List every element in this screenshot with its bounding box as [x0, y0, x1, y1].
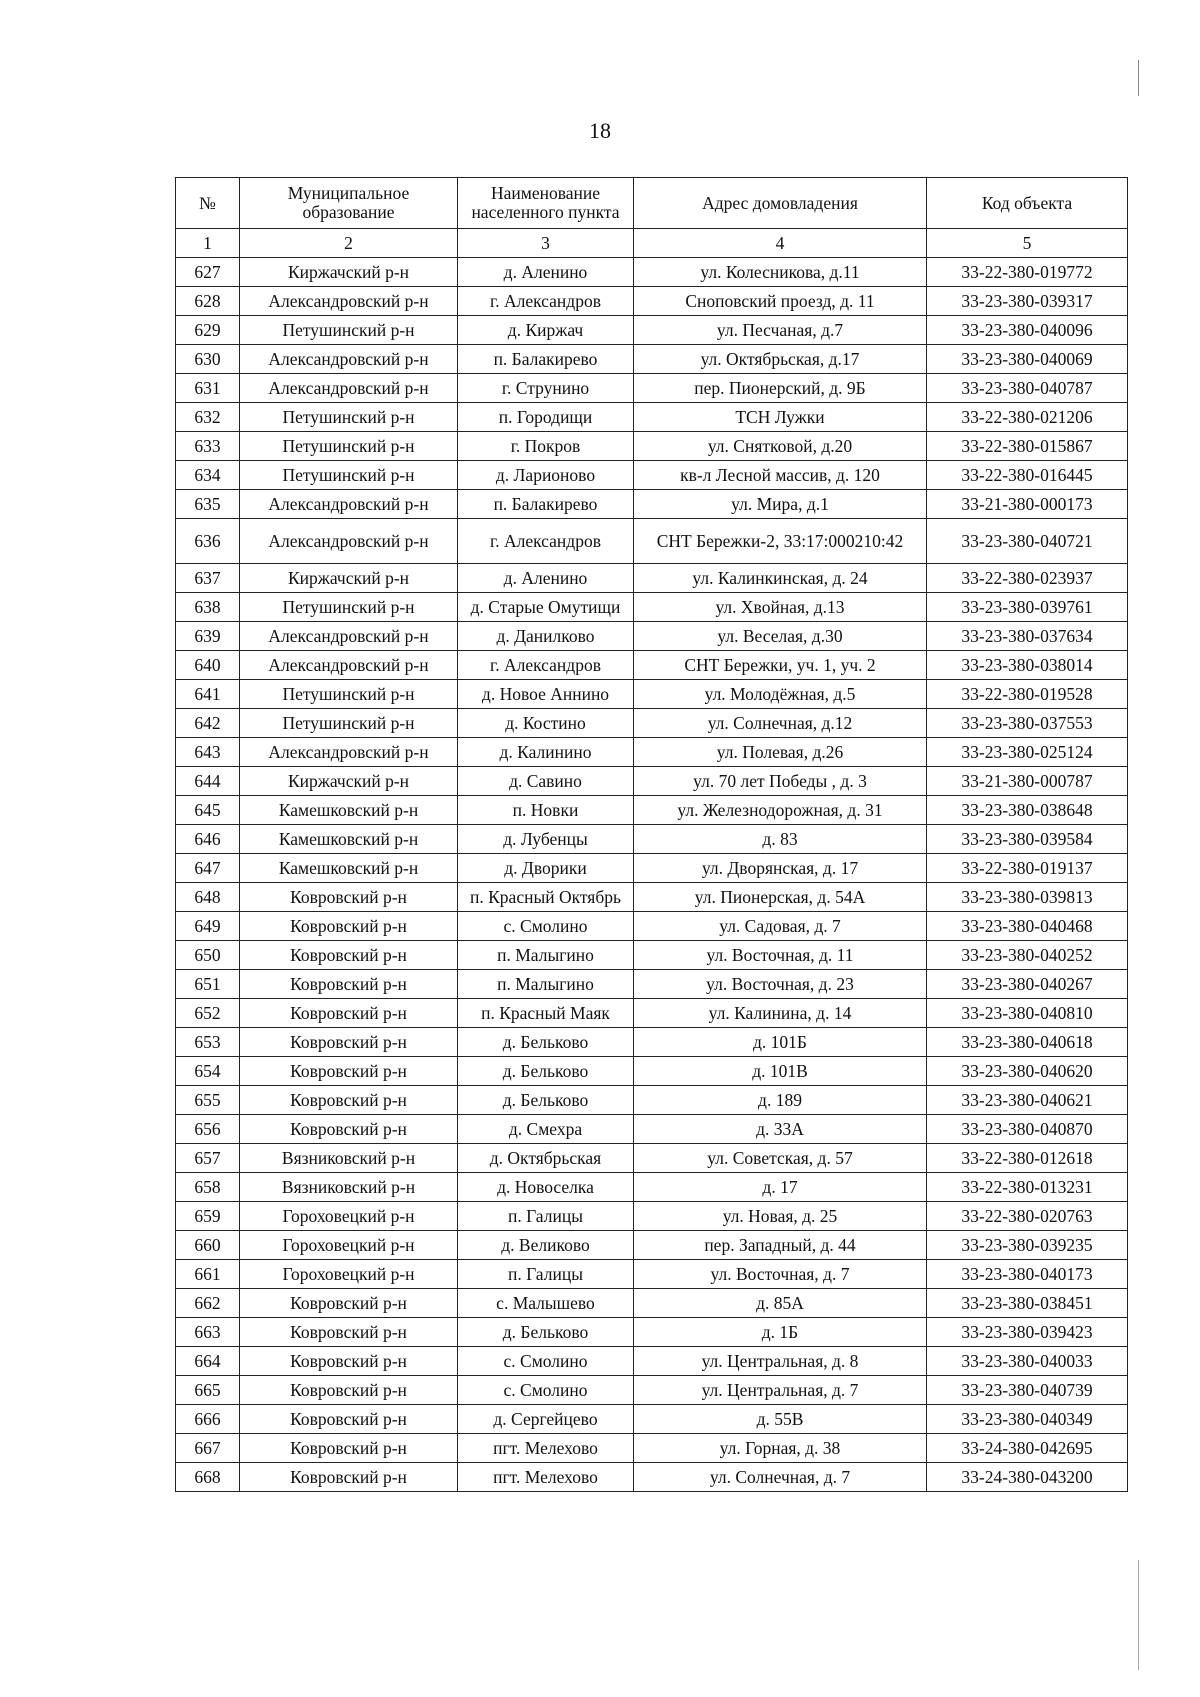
- cell-municipality: Петушинский р-н: [240, 461, 458, 490]
- cell-address: СНТ Бережки, уч. 1, уч. 2: [634, 651, 927, 680]
- cell-settlement: п. Балакирево: [458, 345, 634, 374]
- table-row: [176, 1231, 1128, 1260]
- cell-number: 641: [176, 680, 240, 709]
- cell-object-code: 33-23-380-039761: [927, 593, 1128, 622]
- cell-object-code: 33-23-380-040069: [927, 345, 1128, 374]
- table-row: [176, 1202, 1128, 1231]
- table-row: [176, 1144, 1128, 1173]
- cell-address: ул. Центральная, д. 7: [634, 1376, 927, 1405]
- page-number: 18: [589, 118, 611, 143]
- cell-settlement: с. Смолино: [458, 1376, 634, 1405]
- cell-number: 661: [176, 1260, 240, 1289]
- cell-object-code: 33-23-380-038014: [927, 651, 1128, 680]
- cell-municipality: Петушинский р-н: [240, 432, 458, 461]
- cell-address: ул. Снятковой, д.20: [634, 432, 927, 461]
- cell-municipality: Ковровский р-н: [240, 1463, 458, 1492]
- column-titles-row: [176, 178, 1128, 229]
- cell-address: ул. Железнодорожная, д. 31: [634, 796, 927, 825]
- cell-number: 643: [176, 738, 240, 767]
- table-row: [176, 1260, 1128, 1289]
- cell-address: д. 1Б: [634, 1318, 927, 1347]
- table-row: [176, 490, 1128, 519]
- cell-settlement: д. Аленино: [458, 564, 634, 593]
- table-row: [176, 1318, 1128, 1347]
- cell-settlement: г. Александров: [458, 519, 634, 564]
- cell-settlement: д. Данилково: [458, 622, 634, 651]
- cell-object-code: 33-23-380-039813: [927, 883, 1128, 912]
- cell-address: ул. Мира, д.1: [634, 490, 927, 519]
- table-row: [176, 941, 1128, 970]
- cell-settlement: с. Смолино: [458, 912, 634, 941]
- cell-municipality: Александровский р-н: [240, 345, 458, 374]
- cell-municipality: Ковровский р-н: [240, 1318, 458, 1347]
- cell-object-code: 33-22-380-016445: [927, 461, 1128, 490]
- cell-address: ул. Центральная, д. 8: [634, 1347, 927, 1376]
- cell-number: 630: [176, 345, 240, 374]
- cell-number: 654: [176, 1057, 240, 1086]
- table-row: [176, 316, 1128, 345]
- cell-object-code: 33-23-380-025124: [927, 738, 1128, 767]
- cell-address: д. 189: [634, 1086, 927, 1115]
- cell-number: 629: [176, 316, 240, 345]
- cell-municipality: Ковровский р-н: [240, 1289, 458, 1318]
- cell-number: 657: [176, 1144, 240, 1173]
- cell-number: 656: [176, 1115, 240, 1144]
- cell-number: 663: [176, 1318, 240, 1347]
- table-row: [176, 564, 1128, 593]
- cell-municipality: Ковровский р-н: [240, 941, 458, 970]
- cell-number: 655: [176, 1086, 240, 1115]
- cell-number: 658: [176, 1173, 240, 1202]
- cell-number: 633: [176, 432, 240, 461]
- cell-address: ул. Солнечная, д. 7: [634, 1463, 927, 1492]
- cell-municipality: Вязниковский р-н: [240, 1173, 458, 1202]
- cell-municipality: Киржачский р-н: [240, 564, 458, 593]
- cell-settlement: д. Великово: [458, 1231, 634, 1260]
- table-row: [176, 1405, 1128, 1434]
- cell-address: ул. Восточная, д. 7: [634, 1260, 927, 1289]
- table-row: [176, 999, 1128, 1028]
- cell-municipality: Ковровский р-н: [240, 1115, 458, 1144]
- household-registry-table: [175, 177, 1128, 1492]
- cell-municipality: Александровский р-н: [240, 287, 458, 316]
- cell-municipality: Гороховецкий р-н: [240, 1260, 458, 1289]
- cell-settlement: д. Новое Аннино: [458, 680, 634, 709]
- cell-municipality: Киржачский р-н: [240, 258, 458, 287]
- cell-object-code: 33-23-380-040173: [927, 1260, 1128, 1289]
- table-row: [176, 258, 1128, 287]
- table-row: [176, 1115, 1128, 1144]
- cell-municipality: Ковровский р-н: [240, 1347, 458, 1376]
- cell-object-code: 33-23-380-040618: [927, 1028, 1128, 1057]
- cell-object-code: 33-23-380-039584: [927, 825, 1128, 854]
- cell-object-code: 33-23-380-038648: [927, 796, 1128, 825]
- table-row: [176, 1028, 1128, 1057]
- table-row: [176, 403, 1128, 432]
- cell-municipality: Александровский р-н: [240, 651, 458, 680]
- table-row: [176, 651, 1128, 680]
- column-header-number: №: [176, 178, 240, 229]
- table-row: [176, 1347, 1128, 1376]
- column-header-municipality: Муниципальное образование: [240, 178, 458, 229]
- cell-object-code: 33-22-380-021206: [927, 403, 1128, 432]
- cell-number: 644: [176, 767, 240, 796]
- column-header-settlement: Наименование населенного пункта: [458, 178, 634, 229]
- cell-object-code: 33-23-380-040349: [927, 1405, 1128, 1434]
- cell-number: 660: [176, 1231, 240, 1260]
- cell-object-code: 33-23-380-039317: [927, 287, 1128, 316]
- cell-settlement: п. Балакирево: [458, 490, 634, 519]
- cell-number: 651: [176, 970, 240, 999]
- table-row: [176, 796, 1128, 825]
- cell-number: 642: [176, 709, 240, 738]
- table-header: [176, 178, 1128, 258]
- cell-object-code: 33-23-380-040468: [927, 912, 1128, 941]
- column-number: 4: [634, 229, 927, 258]
- cell-municipality: Ковровский р-н: [240, 912, 458, 941]
- table-row: [176, 883, 1128, 912]
- cell-address: ул. Пионерская, д. 54А: [634, 883, 927, 912]
- cell-municipality: Ковровский р-н: [240, 1405, 458, 1434]
- cell-number: 659: [176, 1202, 240, 1231]
- cell-settlement: д. Октябрьская: [458, 1144, 634, 1173]
- cell-number: 632: [176, 403, 240, 432]
- table-row: [176, 1173, 1128, 1202]
- cell-address: ул. 70 лет Победы , д. 3: [634, 767, 927, 796]
- cell-number: 662: [176, 1289, 240, 1318]
- cell-number: 640: [176, 651, 240, 680]
- table-row: [176, 374, 1128, 403]
- cell-number: 639: [176, 622, 240, 651]
- table-row: [176, 854, 1128, 883]
- cell-number: 646: [176, 825, 240, 854]
- cell-address: ул. Хвойная, д.13: [634, 593, 927, 622]
- cell-object-code: 33-23-380-040810: [927, 999, 1128, 1028]
- cell-object-code: 33-23-380-040096: [927, 316, 1128, 345]
- cell-object-code: 33-23-380-040252: [927, 941, 1128, 970]
- cell-number: 666: [176, 1405, 240, 1434]
- cell-number: 634: [176, 461, 240, 490]
- cell-municipality: Ковровский р-н: [240, 999, 458, 1028]
- cell-object-code: 33-22-380-019772: [927, 258, 1128, 287]
- cell-municipality: Александровский р-н: [240, 738, 458, 767]
- cell-settlement: д. Бельково: [458, 1057, 634, 1086]
- table-row: [176, 1376, 1128, 1405]
- table-row: [176, 461, 1128, 490]
- cell-municipality: Петушинский р-н: [240, 403, 458, 432]
- cell-number: 668: [176, 1463, 240, 1492]
- cell-number: 652: [176, 999, 240, 1028]
- cell-address: Сноповский проезд, д. 11: [634, 287, 927, 316]
- table-row: [176, 1057, 1128, 1086]
- column-number: 1: [176, 229, 240, 258]
- table-row: [176, 432, 1128, 461]
- cell-address: д. 33А: [634, 1115, 927, 1144]
- cell-object-code: 33-23-380-040739: [927, 1376, 1128, 1405]
- cell-object-code: 33-23-380-040621: [927, 1086, 1128, 1115]
- cell-address: ТСН Лужки: [634, 403, 927, 432]
- cell-number: 650: [176, 941, 240, 970]
- cell-number: 653: [176, 1028, 240, 1057]
- cell-address: ул. Восточная, д. 23: [634, 970, 927, 999]
- cell-address: д. 85А: [634, 1289, 927, 1318]
- cell-settlement: д. Смехра: [458, 1115, 634, 1144]
- table-row: [176, 912, 1128, 941]
- cell-address: д. 101В: [634, 1057, 927, 1086]
- cell-settlement: д. Старые Омутищи: [458, 593, 634, 622]
- cell-settlement: д. Новоселка: [458, 1173, 634, 1202]
- cell-number: 636: [176, 519, 240, 564]
- cell-address: ул. Калинкинская, д. 24: [634, 564, 927, 593]
- cell-number: 647: [176, 854, 240, 883]
- cell-municipality: Ковровский р-н: [240, 970, 458, 999]
- cell-address: ул. Молодёжная, д.5: [634, 680, 927, 709]
- cell-municipality: Петушинский р-н: [240, 316, 458, 345]
- cell-settlement: д. Лубенцы: [458, 825, 634, 854]
- cell-municipality: Камешковский р-н: [240, 825, 458, 854]
- cell-address: ул. Солнечная, д.12: [634, 709, 927, 738]
- cell-address: ул. Песчаная, д.7: [634, 316, 927, 345]
- cell-municipality: Гороховецкий р-н: [240, 1202, 458, 1231]
- cell-object-code: 33-23-380-040267: [927, 970, 1128, 999]
- cell-municipality: Ковровский р-н: [240, 1028, 458, 1057]
- cell-municipality: Киржачский р-н: [240, 767, 458, 796]
- cell-object-code: 33-22-380-012618: [927, 1144, 1128, 1173]
- cell-object-code: 33-22-380-019528: [927, 680, 1128, 709]
- cell-municipality: Камешковский р-н: [240, 796, 458, 825]
- column-number: 5: [927, 229, 1128, 258]
- cell-number: 665: [176, 1376, 240, 1405]
- cell-address: ул. Садовая, д. 7: [634, 912, 927, 941]
- column-header-address: Адрес домовладения: [634, 178, 927, 229]
- cell-address: ул. Дворянская, д. 17: [634, 854, 927, 883]
- cell-number: 638: [176, 593, 240, 622]
- cell-number: 667: [176, 1434, 240, 1463]
- cell-object-code: 33-22-380-023937: [927, 564, 1128, 593]
- table-row: [176, 1289, 1128, 1318]
- cell-settlement: д. Калинино: [458, 738, 634, 767]
- cell-municipality: Петушинский р-н: [240, 593, 458, 622]
- cell-object-code: 33-22-380-015867: [927, 432, 1128, 461]
- cell-object-code: 33-21-380-000173: [927, 490, 1128, 519]
- table-row: [176, 519, 1128, 564]
- cell-settlement: д. Сергейцево: [458, 1405, 634, 1434]
- cell-settlement: д. Бельково: [458, 1318, 634, 1347]
- table-row: [176, 593, 1128, 622]
- cell-settlement: п. Галицы: [458, 1202, 634, 1231]
- cell-object-code: 33-23-380-039423: [927, 1318, 1128, 1347]
- table-row: [176, 970, 1128, 999]
- column-numbers-row: [176, 229, 1128, 258]
- cell-settlement: п. Новки: [458, 796, 634, 825]
- cell-address: д. 101Б: [634, 1028, 927, 1057]
- table-row: [176, 622, 1128, 651]
- cell-municipality: Александровский р-н: [240, 374, 458, 403]
- cell-address: ул. Колесникова, д.11: [634, 258, 927, 287]
- cell-settlement: д. Бельково: [458, 1028, 634, 1057]
- cell-object-code: 33-23-380-040033: [927, 1347, 1128, 1376]
- cell-settlement: д. Костино: [458, 709, 634, 738]
- cell-number: 664: [176, 1347, 240, 1376]
- table-row: [176, 287, 1128, 316]
- cell-number: 631: [176, 374, 240, 403]
- table-row: [176, 709, 1128, 738]
- cell-object-code: 33-23-380-040787: [927, 374, 1128, 403]
- cell-municipality: Ковровский р-н: [240, 1434, 458, 1463]
- cell-municipality: Гороховецкий р-н: [240, 1231, 458, 1260]
- column-number: 3: [458, 229, 634, 258]
- cell-number: 649: [176, 912, 240, 941]
- cell-settlement: г. Покров: [458, 432, 634, 461]
- cell-object-code: 33-24-380-043200: [927, 1463, 1128, 1492]
- scan-artifact-bottom: [1138, 1560, 1139, 1670]
- cell-address: ул. Веселая, д.30: [634, 622, 927, 651]
- cell-settlement: с. Малышево: [458, 1289, 634, 1318]
- cell-settlement: д. Ларионово: [458, 461, 634, 490]
- cell-address: д. 83: [634, 825, 927, 854]
- cell-address: пер. Пионерский, д. 9Б: [634, 374, 927, 403]
- cell-settlement: г. Струнино: [458, 374, 634, 403]
- cell-object-code: 33-23-380-040721: [927, 519, 1128, 564]
- cell-municipality: Александровский р-н: [240, 490, 458, 519]
- cell-municipality: Ковровский р-н: [240, 1376, 458, 1405]
- table-row: [176, 1463, 1128, 1492]
- cell-municipality: Вязниковский р-н: [240, 1144, 458, 1173]
- cell-object-code: 33-23-380-037553: [927, 709, 1128, 738]
- table-body: [176, 258, 1128, 1492]
- cell-object-code: 33-22-380-020763: [927, 1202, 1128, 1231]
- scan-artifact-top: [1138, 60, 1139, 96]
- cell-address: ул. Октябрьская, д.17: [634, 345, 927, 374]
- cell-municipality: Александровский р-н: [240, 519, 458, 564]
- cell-object-code: 33-23-380-037634: [927, 622, 1128, 651]
- cell-settlement: п. Малыгино: [458, 970, 634, 999]
- cell-municipality: Камешковский р-н: [240, 854, 458, 883]
- cell-settlement: п. Красный Октябрь: [458, 883, 634, 912]
- cell-number: 627: [176, 258, 240, 287]
- cell-address: кв-л Лесной массив, д. 120: [634, 461, 927, 490]
- cell-settlement: с. Смолино: [458, 1347, 634, 1376]
- cell-municipality: Александровский р-н: [240, 622, 458, 651]
- cell-number: 645: [176, 796, 240, 825]
- cell-address: ул. Горная, д. 38: [634, 1434, 927, 1463]
- cell-object-code: 33-21-380-000787: [927, 767, 1128, 796]
- cell-address: д. 55В: [634, 1405, 927, 1434]
- cell-settlement: пгт. Мелехово: [458, 1434, 634, 1463]
- cell-municipality: Ковровский р-н: [240, 883, 458, 912]
- cell-settlement: пгт. Мелехово: [458, 1463, 634, 1492]
- cell-municipality: Ковровский р-н: [240, 1086, 458, 1115]
- cell-address: ул. Новая, д. 25: [634, 1202, 927, 1231]
- cell-object-code: 33-23-380-038451: [927, 1289, 1128, 1318]
- cell-object-code: 33-22-380-013231: [927, 1173, 1128, 1202]
- cell-address: ул. Восточная, д. 11: [634, 941, 927, 970]
- table-row: [176, 738, 1128, 767]
- cell-settlement: п. Городищи: [458, 403, 634, 432]
- cell-settlement: п. Малыгино: [458, 941, 634, 970]
- cell-address: д. 17: [634, 1173, 927, 1202]
- cell-object-code: 33-23-380-040870: [927, 1115, 1128, 1144]
- column-number: 2: [240, 229, 458, 258]
- cell-settlement: д. Дворики: [458, 854, 634, 883]
- column-header-object-code: Код объекта: [927, 178, 1128, 229]
- cell-settlement: г. Александров: [458, 651, 634, 680]
- cell-number: 637: [176, 564, 240, 593]
- cell-number: 628: [176, 287, 240, 316]
- cell-settlement: п. Галицы: [458, 1260, 634, 1289]
- cell-settlement: г. Александров: [458, 287, 634, 316]
- cell-address: пер. Западный, д. 44: [634, 1231, 927, 1260]
- cell-settlement: д. Аленино: [458, 258, 634, 287]
- cell-number: 648: [176, 883, 240, 912]
- cell-settlement: д. Киржач: [458, 316, 634, 345]
- cell-object-code: 33-23-380-040620: [927, 1057, 1128, 1086]
- table-row: [176, 680, 1128, 709]
- cell-number: 635: [176, 490, 240, 519]
- cell-object-code: 33-22-380-019137: [927, 854, 1128, 883]
- cell-municipality: Петушинский р-н: [240, 709, 458, 738]
- cell-object-code: 33-24-380-042695: [927, 1434, 1128, 1463]
- cell-municipality: Ковровский р-н: [240, 1057, 458, 1086]
- cell-settlement: д. Савино: [458, 767, 634, 796]
- table-row: [176, 1434, 1128, 1463]
- table-row: [176, 1086, 1128, 1115]
- cell-object-code: 33-23-380-039235: [927, 1231, 1128, 1260]
- cell-settlement: п. Красный Маяк: [458, 999, 634, 1028]
- cell-municipality: Петушинский р-н: [240, 680, 458, 709]
- cell-settlement: д. Бельково: [458, 1086, 634, 1115]
- cell-address: СНТ Бережки-2, 33:17:000210:42: [634, 519, 927, 564]
- table-row: [176, 825, 1128, 854]
- table-row: [176, 767, 1128, 796]
- cell-address: ул. Полевая, д.26: [634, 738, 927, 767]
- cell-address: ул. Советская, д. 57: [634, 1144, 927, 1173]
- table-row: [176, 345, 1128, 374]
- cell-address: ул. Калинина, д. 14: [634, 999, 927, 1028]
